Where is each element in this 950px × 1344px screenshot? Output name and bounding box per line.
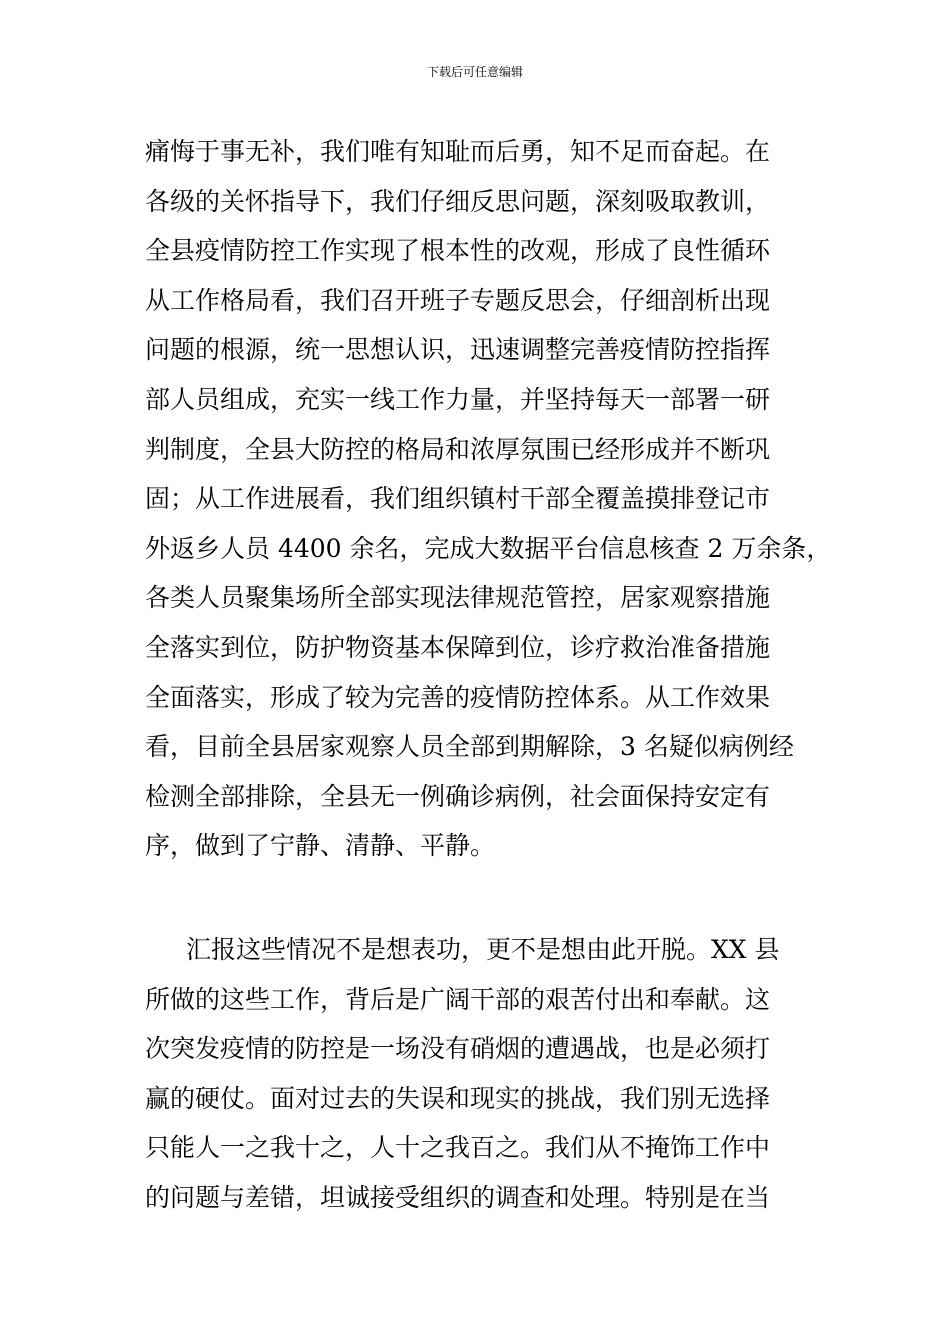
text-line: 问题的根源，统一思想认识，迅速调整完善疫情防控指挥: [145, 335, 771, 365]
text-line: 所做的这些工作，背后是广阔干部的艰苦付出和奉献。这: [145, 984, 771, 1014]
text-line: 看，目前全县居家观察人员全部到期解除，3 名疑似病例经: [145, 732, 794, 762]
paragraph-1: [145, 127, 832, 871]
text-line: 序，做到了宁静、清静、平静。: [145, 831, 496, 861]
text-line: 固；从工作进展看，我们组织镇村干部全覆盖摸排登记市: [145, 484, 771, 514]
text-line: 次突发疫情的防控是一场没有硝烟的遭遇战，也是必须打: [145, 1034, 771, 1064]
text-line: 全落实到位，防护物资基本保障到位，诊疗救治准备措施: [145, 632, 771, 662]
text-line: 全面落实，形成了较为完善的疫情防控体系。从工作效果: [145, 682, 771, 712]
text-line: 只能人一之我十之，人十之我百之。我们从不掩饰工作中: [145, 1133, 771, 1163]
text-line: 痛悔于事无补，我们唯有知耻而后勇，知不足而奋起。在: [145, 137, 771, 166]
page-header: 下载后可任意编辑: [426, 65, 523, 79]
text-line: 各级的关怀指导下，我们仔细反思问题，深刻吸取教训，: [145, 186, 771, 216]
text-line: 外返乡人员 4400 余名，完成大数据平台信息核查 2 万余条，: [145, 533, 832, 563]
text-line: 全县疫情防控工作实现了根本性的改观，形成了良性循环: [145, 236, 771, 266]
text-line: 汇报这些情况不是想表功，更不是想由此开脱。XX 县: [186, 935, 780, 964]
text-line: 赢的硬仗。面对过去的失误和现实的挑战，我们别无选择: [145, 1083, 771, 1113]
paragraph-2: [145, 925, 825, 1223]
text-line: 各类人员聚集场所全部实现法律规范管控，居家观察措施: [145, 583, 771, 613]
text-line: 判制度，全县大防控的格局和浓厚氛围已经形成并不断巩: [145, 434, 771, 464]
text-line: 部人员组成，充实一线工作力量，并坚持每天一部署一研: [145, 384, 771, 414]
text-line: 从工作格局看，我们召开班子专题反思会，仔细剖析出现: [145, 285, 771, 315]
text-line: 检测全部排除，全县无一例确诊病例，社会面保持安定有: [145, 781, 771, 811]
text-line: 的问题与差错，坦诚接受组织的调查和处理。特别是在当: [145, 1182, 771, 1212]
